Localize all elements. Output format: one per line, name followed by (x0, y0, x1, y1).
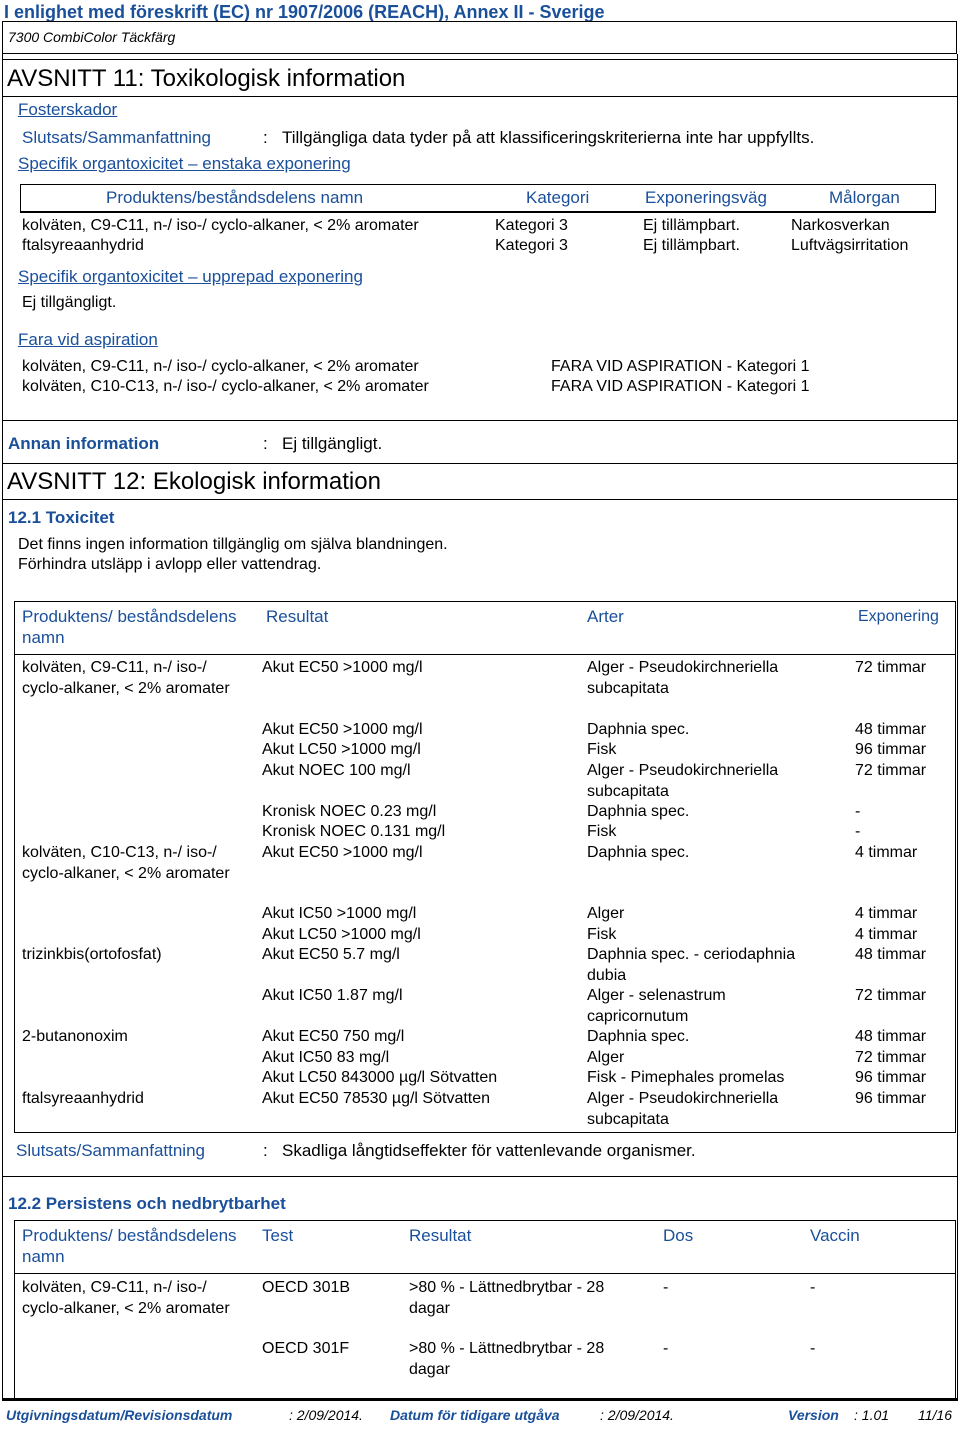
tox-result: Akut EC50 >1000 mg/l (262, 659, 423, 676)
tox-name-2: kolväten, C10-C13, n-/ iso-/ cyclo-alkaner, < 2% aromater (22, 844, 230, 882)
tox-exposure: - (855, 823, 861, 840)
pers-header-dose: Dos (663, 1226, 694, 1245)
stot-row1-route: Ej tillämpbart. (643, 217, 740, 234)
stot-row2-organ: Luftvägsirritation (791, 237, 909, 254)
persistence-table-header-rule (14, 1273, 956, 1274)
tox-result: Kronisk NOEC 0.23 mg/l (262, 803, 437, 820)
heading-stot-repeated: Specifik organtoxicitet – upprepad exponering (18, 267, 363, 286)
stot-row1-organ: Narkosverkan (791, 217, 890, 234)
footer-page-number: 11/16 (918, 1407, 952, 1423)
pers-inoculum: - (810, 1340, 816, 1357)
tox-result: Akut EC50 >1000 mg/l (262, 844, 423, 861)
tox-name-3: trizinkbis(ortofosfat) (22, 946, 162, 963)
tox-name-1: kolväten, C9-C11, n-/ iso-/ cyclo-alkaner, < 2% aromater (22, 659, 230, 697)
tox-result: Akut EC50 5.7 mg/l (262, 946, 400, 963)
heading-stot-single: Specifik organtoxicitet – enstaka exponering (18, 154, 351, 173)
toxicity-table-header-rule (14, 654, 956, 655)
footer (2, 1398, 958, 1425)
section-12-title: AVSNITT 12: Ekologisk information (7, 468, 381, 495)
tox-result: Akut IC50 1.87 mg/l (262, 987, 403, 1004)
tox-exposure: 72 timmar (855, 987, 927, 1004)
tox-species: Alger (587, 905, 625, 922)
tox-result: Akut IC50 83 mg/l (262, 1049, 390, 1066)
pers-test: OECD 301B (262, 1279, 351, 1296)
tox-species: Daphnia spec. (587, 844, 690, 861)
toxicity-line2: Förhindra utsläpp i avlopp eller vattendrag. (18, 556, 322, 573)
tox-exposure: 96 timmar (855, 1069, 927, 1086)
tox-species: Fisk (587, 926, 617, 943)
tox-name-5: ftalsyreaanhydrid (22, 1090, 144, 1107)
tox-result: Akut EC50 >1000 mg/l (262, 721, 423, 738)
tox-species: Fisk (587, 741, 617, 758)
col-header-category: Kategori (526, 188, 590, 207)
tox-conclusion-text: Skadliga långtidseffekter för vattenlevande organismer. (282, 1141, 696, 1160)
col-header-exposure-route: Exponeringsväg (645, 188, 767, 207)
tox-conclusion-colon: : (263, 1141, 268, 1160)
heading-fosterskador: Fosterskador (18, 100, 118, 119)
tox-exposure: 48 timmar (855, 946, 927, 963)
toxicity-line1: Det finns ingen information tillgänglig om själva blandningen. (18, 536, 448, 553)
aspiration-row2-name: kolväten, C10-C13, n-/ iso-/ cyclo-alkaner, < 2% aromater (22, 378, 429, 395)
tox-conclusion-label: Slutsats/Sammanfattning (16, 1141, 205, 1160)
tox-name-4: 2-butanonoxim (22, 1028, 128, 1045)
aspiration-row1-class: FARA VID ASPIRATION - Kategori 1 (551, 358, 810, 375)
tox-exposure: 96 timmar (855, 741, 927, 758)
tox-species: Fisk (587, 823, 617, 840)
pers-result: >80 % - Lättnedbrytbar - 28 dagar (409, 1279, 605, 1317)
tox-species: Alger - selenastrum capricornutum (587, 987, 726, 1025)
tox-header-exposure: Exponering (858, 608, 939, 625)
document-header-title: I enlighet med föreskrift (EC) nr 1907/2006 (REACH), Annex II - Sverige (4, 2, 605, 22)
pers-test: OECD 301F (262, 1340, 350, 1357)
tox-species: Fisk - Pimephales promelas (587, 1069, 785, 1086)
pers-header-name: Produktens/ beståndsdelens namn (22, 1226, 237, 1266)
tox-header-name: Produktens/ beståndsdelens namn (22, 607, 237, 647)
stot-row1-name: kolväten, C9-C11, n-/ iso-/ cyclo-alkaner, < 2% aromater (22, 217, 419, 234)
pers-header-test: Test (262, 1226, 294, 1245)
stot-single-rule (20, 212, 936, 213)
conclusion-colon: : (263, 128, 268, 147)
footer-version-label: Version (788, 1407, 839, 1423)
tox-header-result: Resultat (266, 607, 329, 626)
aspiration-row2-class: FARA VID ASPIRATION - Kategori 1 (551, 378, 810, 395)
footer-version-value: : 1.01 (854, 1407, 890, 1423)
tox-exposure: 4 timmar (855, 905, 918, 922)
tox-result: Akut LC50 >1000 mg/l (262, 926, 421, 943)
pers-dose: - (663, 1279, 669, 1296)
tox-result: Akut NOEC 100 mg/l (262, 762, 411, 779)
tox-species: Daphnia spec. (587, 721, 690, 738)
pers-header-inoculum: Vaccin (810, 1226, 860, 1245)
tox-exposure: 72 timmar (855, 1049, 927, 1066)
pers-header-result: Resultat (409, 1226, 472, 1245)
tox-species: Alger - Pseudokirchneriella subcapitata (587, 659, 779, 697)
tox-species: Daphnia spec. (587, 1028, 690, 1045)
col-header-target-organ: Målorgan (829, 188, 900, 207)
product-name: 7300 CombiColor Täckfärg (8, 29, 176, 45)
tox-result: Kronisk NOEC 0.131 mg/l (262, 823, 446, 840)
section-11-title-box (2, 59, 958, 97)
tox-result: Akut LC50 >1000 mg/l (262, 741, 421, 758)
other-info-label: Annan information (8, 434, 160, 453)
section-11-title: AVSNITT 11: Toxikologisk information (7, 65, 406, 92)
stot-repeated-value: Ej tillgängligt. (22, 294, 117, 311)
footer-prev-label: Datum för tidigare utgåva (390, 1407, 560, 1423)
aspiration-row1-name: kolväten, C9-C11, n-/ iso-/ cyclo-alkaner, < 2% aromater (22, 358, 419, 375)
product-name-box (2, 21, 957, 54)
tox-exposure: 4 timmar (855, 926, 918, 943)
footer-issue-value: : 2/09/2014. (289, 1407, 363, 1423)
section-12-title-box (2, 463, 958, 500)
tox-species: Alger (587, 1049, 625, 1066)
stot-row1-category: Kategori 3 (495, 217, 568, 234)
tox-exposure: 48 timmar (855, 721, 927, 738)
other-info-value: Ej tillgängligt. (282, 434, 383, 453)
tox-exposure: 72 timmar (855, 762, 927, 779)
footer-issue-label: Utgivningsdatum/Revisionsdatum (6, 1407, 233, 1423)
tox-species: Daphnia spec. - ceriodaphnia dubia (587, 946, 796, 984)
footer-prev-value: : 2/09/2014. (600, 1407, 674, 1423)
tox-result: Akut EC50 750 mg/l (262, 1028, 405, 1045)
tox-species: Alger - Pseudokirchneriella subcapitata (587, 1090, 779, 1128)
tox-species: Alger - Pseudokirchneriella subcapitata (587, 762, 779, 800)
stot-single-header-row (20, 184, 936, 212)
tox-result: Akut EC50 78530 µg/l Sötvatten (262, 1090, 491, 1107)
heading-toxicity: 12.1 Toxicitet (8, 508, 115, 527)
stot-row2-name: ftalsyreaanhydrid (22, 237, 144, 254)
stot-row2-category: Kategori 3 (495, 237, 568, 254)
stot-row2-route: Ej tillämpbart. (643, 237, 740, 254)
tox-exposure: 72 timmar (855, 659, 927, 676)
other-info-colon: : (263, 434, 268, 453)
tox-exposure: 48 timmar (855, 1028, 927, 1045)
tox-exposure: 4 timmar (855, 844, 918, 861)
tox-result: Akut LC50 843000 µg/l Sötvatten (262, 1069, 498, 1086)
tox-exposure: - (855, 803, 861, 820)
tox-header-species: Arter (587, 607, 624, 626)
pers-result: >80 % - Lättnedbrytbar - 28 dagar (409, 1340, 605, 1378)
conclusion-label: Slutsats/Sammanfattning (22, 128, 211, 147)
conclusion-text: Tillgängliga data tyder på att klassificeringskriterierna inte har uppfyllts. (282, 128, 815, 147)
divider-persistence (2, 1176, 958, 1177)
col-header-name: Produktens/beståndsdelens namn (106, 188, 364, 207)
divider-other-info (2, 420, 958, 421)
tox-result: Akut IC50 >1000 mg/l (262, 905, 417, 922)
tox-exposure: 96 timmar (855, 1090, 927, 1107)
pers-dose: - (663, 1340, 669, 1357)
heading-aspiration: Fara vid aspiration (18, 330, 158, 349)
tox-species: Daphnia spec. (587, 803, 690, 820)
pers-name: kolväten, C9-C11, n-/ iso-/ cyclo-alkaner, < 2% aromater (22, 1279, 230, 1317)
heading-persistence: 12.2 Persistens och nedbrytbarhet (8, 1194, 286, 1213)
pers-inoculum: - (810, 1279, 816, 1296)
